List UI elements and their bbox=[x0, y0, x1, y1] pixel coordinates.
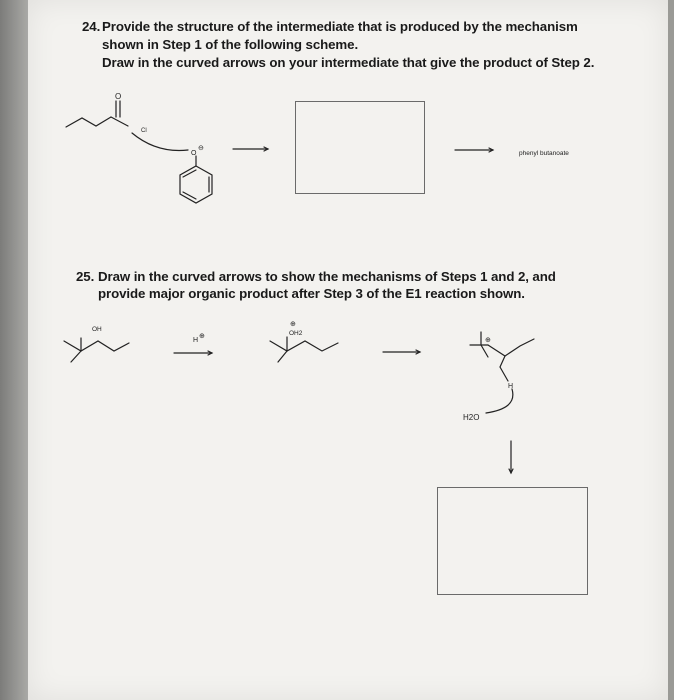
q24-arrow-step-1 bbox=[233, 147, 268, 151]
oxonium-charge-label: ⊕ bbox=[290, 321, 296, 328]
alcohol-structure bbox=[64, 338, 129, 362]
hydrogen-label: H bbox=[508, 383, 514, 390]
water-label: H2O bbox=[463, 413, 480, 422]
phenoxide-oxygen-label: O bbox=[191, 150, 197, 157]
q24-arrow-step-2 bbox=[455, 148, 493, 152]
question-24-line-1: Provide the structure of the intermediate that is produced by the mechanism bbox=[102, 19, 578, 34]
proton-charge-label: ⊕ bbox=[199, 333, 205, 340]
question-25-number: 25. bbox=[76, 269, 95, 284]
carbonyl-oxygen-label: O bbox=[115, 92, 122, 101]
carbocation-charge-label: ⊕ bbox=[485, 337, 491, 344]
q25-arrow-step-1 bbox=[174, 351, 212, 355]
proton-label: H bbox=[193, 337, 199, 344]
hydroxyl-label: OH bbox=[92, 326, 102, 333]
oxonium-structure bbox=[270, 337, 338, 362]
question-24-number: 24. bbox=[82, 19, 101, 34]
question-25-line-2: provide major organic product after Step 3 of the E1 reaction shown. bbox=[98, 286, 525, 301]
phenoxide-structure bbox=[132, 133, 212, 203]
question-24-line-3: Draw in the curved arrows on your intermediate that give the product of Step 2. bbox=[102, 55, 595, 70]
chloride-label: Cl bbox=[141, 128, 147, 134]
product-name-label: phenyl butanoate bbox=[519, 150, 569, 157]
butanoyl-chloride-structure bbox=[66, 101, 128, 127]
phenoxide-charge-label: ⊖ bbox=[198, 145, 204, 152]
q25-arrow-step-3 bbox=[509, 441, 513, 473]
carbocation-structure bbox=[470, 332, 534, 381]
question-25-line-1: Draw in the curved arrows to show the mechanisms of Steps 1 and 2, and bbox=[98, 269, 556, 284]
oxonium-label: OH2 bbox=[289, 330, 303, 337]
water-curved-arrow bbox=[486, 389, 513, 413]
question-24-line-2: shown in Step 1 of the following scheme. bbox=[102, 37, 359, 52]
q25-arrow-step-2 bbox=[383, 350, 420, 354]
